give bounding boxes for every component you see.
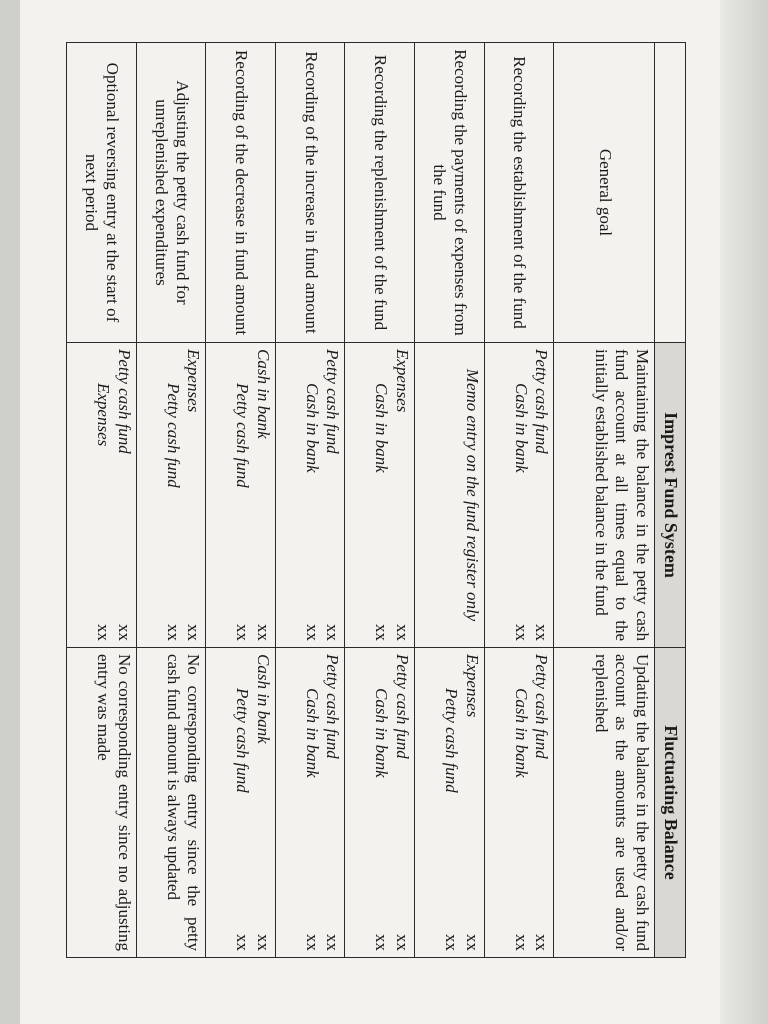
debit-amount: xx (393, 934, 413, 951)
debit-account: Expenses (393, 349, 413, 413)
credit-amount: xx (372, 624, 392, 641)
header-row (655, 43, 686, 958)
fluctuating-goal: Updating the balance in the petty cash fund account as the amounts are used and/or replenished (554, 648, 655, 958)
credit-account: Petty cash fund (233, 688, 253, 793)
row-label: Recording the establishment of the fund (484, 43, 554, 343)
credit-account: Cash in bank (372, 383, 392, 473)
fluctuating-entry (206, 648, 276, 958)
fluctuating-entry (345, 648, 415, 958)
debit-account: Petty cash fund (323, 349, 343, 454)
credit-amount: xx (511, 934, 531, 951)
debit-account: Cash in bank (253, 654, 273, 744)
debit-account: Cash in bank (253, 349, 273, 439)
debit-account: Petty cash fund (114, 349, 134, 454)
row-label: Recording of the increase in fund amount (275, 43, 345, 343)
debit-account: Expenses (184, 349, 204, 413)
row-label: Adjusting the petty cash fund for unreplenished expenditures (136, 43, 206, 343)
debit-amount: xx (393, 624, 413, 641)
debit-amount: xx (323, 934, 343, 951)
debit-amount: xx (253, 934, 273, 951)
table-row (345, 43, 415, 958)
debit-amount: xx (184, 624, 204, 641)
header-fluctuating: Fluctuating Balance (655, 648, 686, 958)
table-row (67, 43, 137, 958)
row-label: Recording the replenishment of the fund (345, 43, 415, 343)
credit-account: Petty cash fund (441, 688, 461, 793)
header-imprest: Imprest Fund System (655, 343, 686, 648)
debit-amount: xx (532, 934, 552, 951)
imprest-entry (484, 343, 554, 648)
debit-amount: xx (462, 934, 482, 951)
debit-amount: xx (532, 624, 552, 641)
fluctuating-note: No corresponding entry since the petty cash fund amount is always updated (136, 648, 206, 958)
credit-account: Cash in bank (372, 688, 392, 778)
credit-account: Expenses (93, 383, 113, 447)
debit-account: Petty cash fund (532, 654, 552, 759)
imprest-memo: Memo entry on the fund register only (415, 343, 485, 648)
table-row (275, 43, 345, 958)
credit-amount: xx (302, 624, 322, 641)
credit-account: Petty cash fund (163, 383, 183, 488)
imprest-entry (67, 343, 137, 648)
comparison-table (66, 42, 686, 958)
debit-account: Petty cash fund (532, 349, 552, 454)
table-row (415, 43, 485, 958)
header-blank-cell (655, 43, 686, 343)
page-edge-shadow (720, 0, 768, 1024)
credit-amount: xx (163, 624, 183, 641)
debit-account: Petty cash fund (393, 654, 413, 759)
table-row (554, 43, 655, 958)
credit-amount: xx (372, 934, 392, 951)
table-row (484, 43, 554, 958)
credit-account: Cash in bank (511, 383, 531, 473)
fluctuating-note: No corresponding entry since no adjusting entry was made (67, 648, 137, 958)
row-label: Recording of the decrease in fund amount (206, 43, 276, 343)
credit-account: Cash in bank (302, 383, 322, 473)
rotated-table-wrapper (66, 42, 686, 957)
credit-account: Petty cash fund (233, 383, 253, 488)
imprest-goal: Maintaining the balance in the petty cash fund account at all times equal to the initially established balance in the fund (554, 343, 655, 648)
debit-account: Expenses (462, 654, 482, 718)
fluctuating-entry (415, 648, 485, 958)
table-row (206, 43, 276, 958)
credit-amount: xx (93, 624, 113, 641)
row-label: Optional reversing entry at the start of next period (67, 43, 137, 343)
table-row (136, 43, 206, 958)
imprest-entry (136, 343, 206, 648)
imprest-entry (206, 343, 276, 648)
credit-amount: xx (233, 934, 253, 951)
row-label: Recording the payments of expenses from the fund (415, 43, 485, 343)
debit-account: Petty cash fund (323, 654, 343, 759)
debit-amount: xx (114, 624, 134, 641)
fluctuating-entry (484, 648, 554, 958)
imprest-entry (345, 343, 415, 648)
credit-account: Cash in bank (302, 688, 322, 778)
debit-amount: xx (253, 624, 273, 641)
credit-amount: xx (511, 624, 531, 641)
row-label: General goal (554, 43, 655, 343)
credit-amount: xx (302, 934, 322, 951)
credit-amount: xx (233, 624, 253, 641)
debit-amount: xx (323, 624, 343, 641)
credit-amount: xx (441, 934, 461, 951)
credit-account: Cash in bank (511, 688, 531, 778)
imprest-entry (275, 343, 345, 648)
fluctuating-entry (275, 648, 345, 958)
